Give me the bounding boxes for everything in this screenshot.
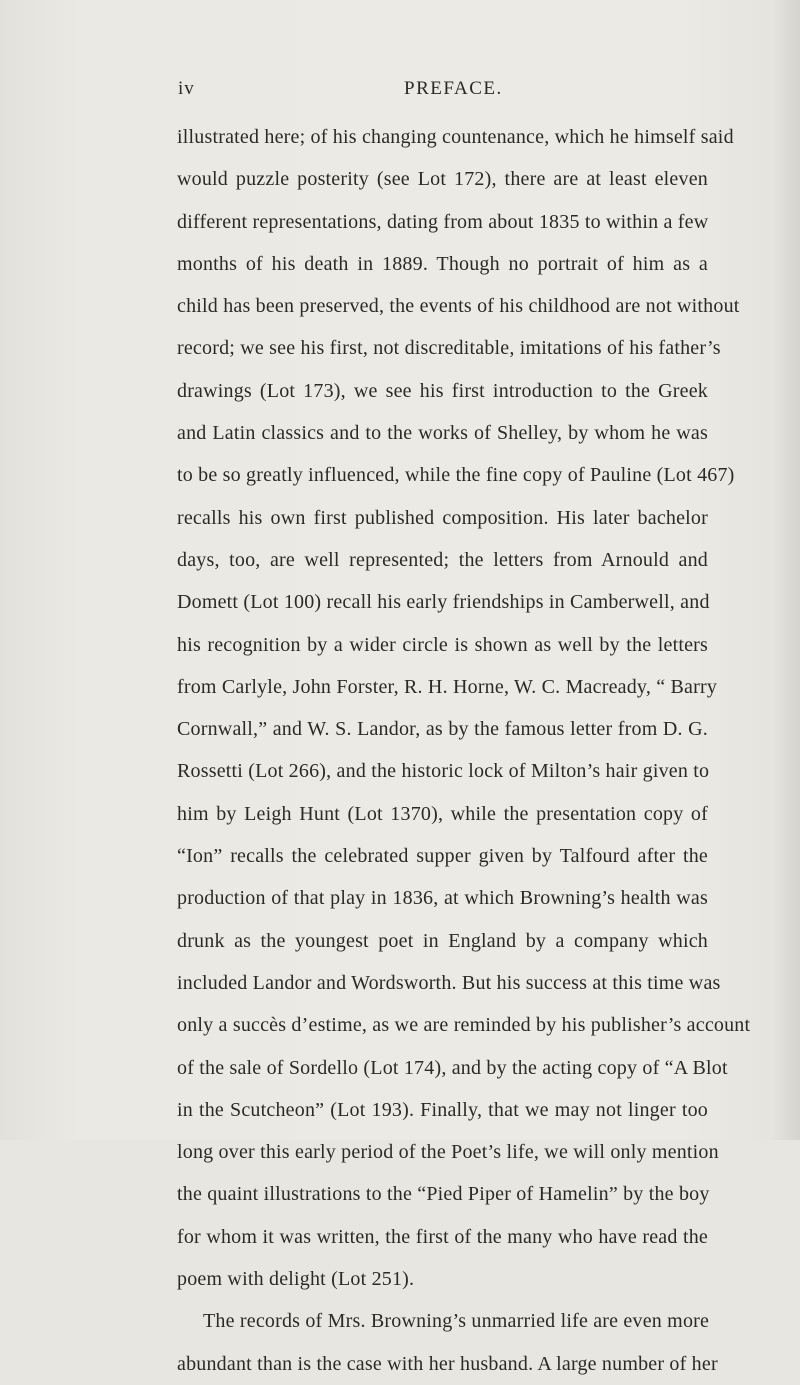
text-line: his recognition by a wider circle is shown as well by the letters: [177, 633, 708, 656]
text-line: days, too, are well represented; the letters from Arnould and: [177, 548, 708, 571]
page-edge-shadow: [772, 0, 800, 1140]
text-line: for whom it was written, the first of the many who have read the: [177, 1225, 708, 1248]
text-line: drawings (Lot 173), we see his first introduction to the Greek: [177, 379, 708, 402]
text-line: Domett (Lot 100) recall his early friendships in Camberwell, and: [177, 591, 710, 614]
text-line: poem with delight (Lot 251).: [177, 1268, 415, 1291]
text-line: only a succès d’estime, as we are reminded by his publisher’s account: [177, 1014, 751, 1037]
text-line: record; we see his first, not discreditable, imitations of his father’s: [177, 337, 721, 360]
text-line: would puzzle posterity (see Lot 172), there are at least eleven: [177, 168, 708, 191]
body-text: [177, 116, 751, 1385]
text-line: Rossetti (Lot 266), and the historic lock of Milton’s hair given to: [177, 760, 710, 783]
text-line: included Landor and Wordsworth. But his success at this time was: [177, 971, 721, 994]
text-line: The records of Mrs. Browning’s unmarried life are even more: [203, 1310, 710, 1333]
text-line: recalls his own first published composition. His later bachelor: [177, 506, 708, 529]
text-line: production of that play in 1836, at which Browning’s health was: [177, 887, 708, 910]
text-line: to be so greatly influenced, while the fine copy of Pauline (Lot 467): [177, 464, 735, 487]
text-line: of the sale of Sordello (Lot 174), and by the acting copy of “A Blot: [177, 1056, 728, 1079]
running-head-title: PREFACE.: [404, 78, 503, 99]
text-line: and Latin classics and to the works of Shelley, by whom he was: [177, 422, 708, 445]
text-line: months of his death in 1889. Though no portrait of him as a: [177, 252, 708, 275]
running-head: [178, 78, 708, 106]
text-line: child has been preserved, the events of his childhood are not without: [177, 295, 740, 318]
text-line: abundant than is the case with her husband. A large number of her: [177, 1352, 718, 1375]
text-line: illustrated here; of his changing countenance, which he himself said: [177, 126, 734, 148]
text-line: Cornwall,” and W. S. Landor, as by the famous letter from D. G.: [177, 718, 708, 741]
text-line: in the Scutcheon” (Lot 193). Finally, that we may not linger too: [177, 1098, 708, 1121]
text-line: him by Leigh Hunt (Lot 1370), while the presentation copy of: [177, 802, 708, 825]
text-line: different representations, dating from about 1835 to within a few: [177, 210, 709, 233]
text-line: drunk as the youngest poet in England by a company which: [177, 929, 708, 952]
text-line: “Ion” recalls the celebrated supper given by Talfourd after the: [177, 845, 708, 868]
text-line: from Carlyle, John Forster, R. H. Horne, W. C. Macready, “ Barry: [177, 675, 718, 698]
text-line: the quaint illustrations to the “Pied Piper of Hamelin” by the boy: [177, 1183, 710, 1206]
text-line: long over this early period of the Poet’s life, we will only mention: [177, 1141, 719, 1164]
page-number: iv: [178, 78, 195, 99]
